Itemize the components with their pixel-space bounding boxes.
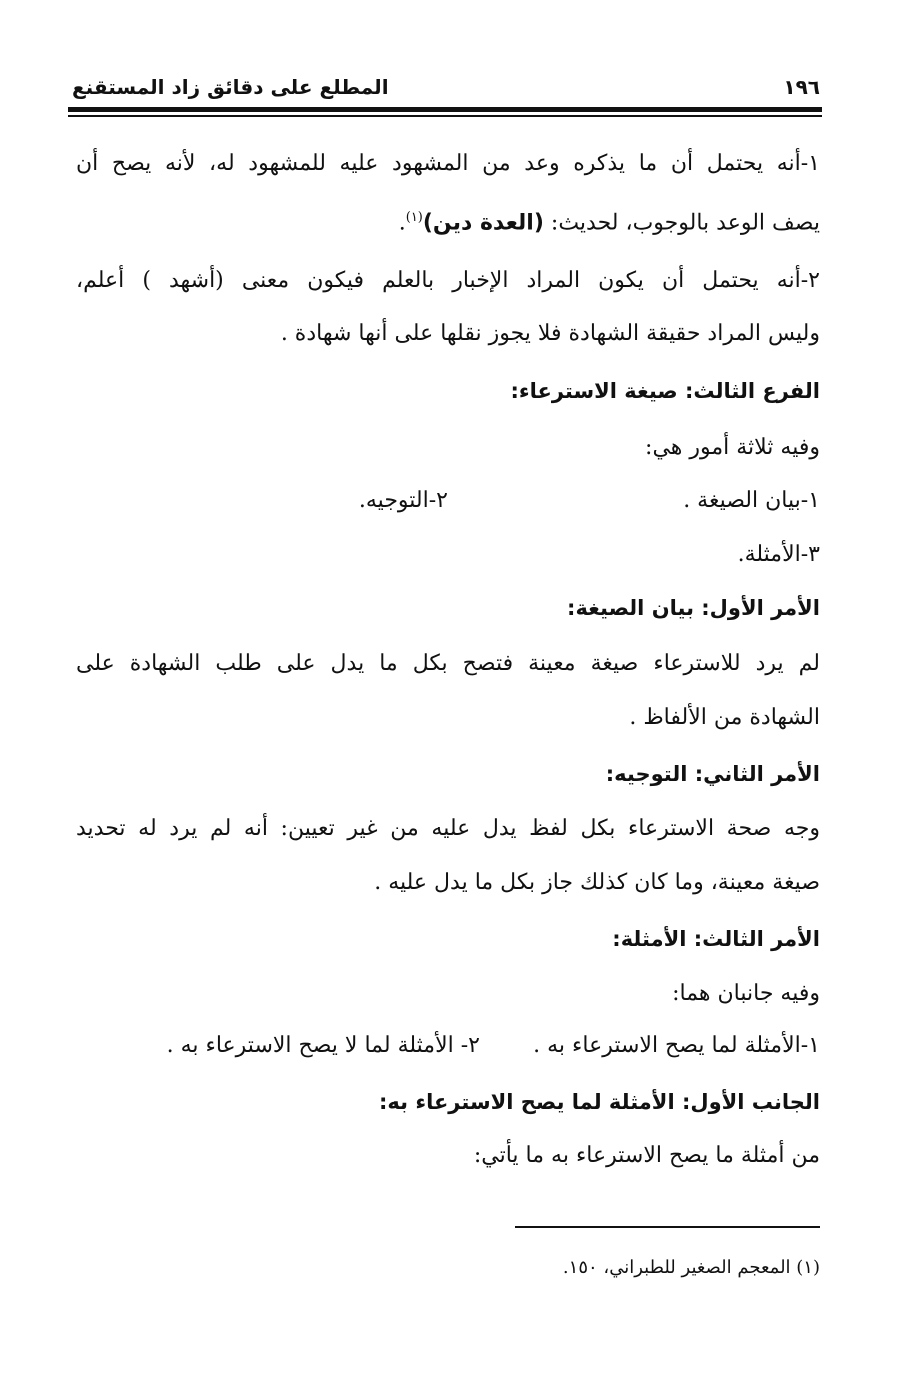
paragraph-2-line-1: ٢-أنه يحتمل أن يكون المراد الإخبار بالعلم فيكون معنى (أشهد ) أعلم، <box>76 268 820 293</box>
paragraph-1-end: . <box>398 210 406 236</box>
list-item-2: ٢-التوجيه. <box>358 488 448 513</box>
footnote-1: (١) المعجم الصغير للطبراني، ١٥٠. <box>562 1257 820 1278</box>
intro-three-matters: وفيه ثلاثة أمور هي: <box>645 435 820 460</box>
page-header <box>72 70 820 104</box>
side-list-item-1: ١-الأمثلة لما يصح الاسترعاء به . <box>533 1033 820 1058</box>
list-item-3: ٣-الأمثلة. <box>737 542 820 567</box>
footnote-reference: (١) <box>405 210 423 225</box>
paragraph-5-line-1: من أمثلة ما يصح الاسترعاء به ما يأتي: <box>473 1143 820 1168</box>
header-rule-thick <box>68 107 822 112</box>
paragraph-1-line-2 <box>76 202 820 239</box>
header-rule-thin <box>68 115 822 117</box>
section-heading-matter-2: الأمر الثاني: التوجيه: <box>605 762 820 786</box>
section-heading-matter-1: الأمر الأول: بيان الصيغة: <box>567 596 820 620</box>
paragraph-3-line-1: لم يرد للاسترعاء صيغة معينة فتصح بكل ما يدل على طلب الشهادة على <box>76 651 820 676</box>
section-heading-side-1: الجانب الأول: الأمثلة لما يصح الاسترعاء به: <box>379 1090 820 1114</box>
footnote-separator <box>515 1226 820 1228</box>
section-heading-matter-3: الأمر الثالث: الأمثلة: <box>612 927 820 951</box>
list-item-1: ١-بيان الصيغة . <box>683 488 820 513</box>
book-title: المطلع على دقائق زاد المستقنع <box>72 75 389 99</box>
paragraph-2-line-2: وليس المراد حقيقة الشهادة فلا يجوز نقلها على أنها شهادة . <box>280 321 820 346</box>
hadith-quote: (العدة دين) <box>422 210 544 236</box>
page-number: ١٩٦ <box>783 75 820 99</box>
paragraph-3-line-2: الشهادة من الألفاظ . <box>629 705 820 730</box>
intro-two-sides: وفيه جانبان هما: <box>672 981 820 1006</box>
paragraph-1-line-1: ١-أنه يحتمل أن ما يذكره وعد من المشهود عليه للمشهود له، لأنه يصح أن <box>76 151 820 176</box>
paragraph-4-line-2: صيغة معينة، وما كان كذلك جاز بكل ما يدل عليه . <box>374 870 820 895</box>
paragraph-1-text: يصف الوعد بالوجوب، لحديث: <box>543 210 820 236</box>
side-list-item-2: ٢- الأمثلة لما لا يصح الاسترعاء به . <box>166 1033 480 1058</box>
section-heading-branch-3: الفرع الثالث: صيغة الاسترعاء: <box>510 379 820 403</box>
paragraph-4-line-1: وجه صحة الاسترعاء بكل لفظ يدل عليه من غير تعيين: أنه لم يرد له تحديد <box>76 816 820 841</box>
